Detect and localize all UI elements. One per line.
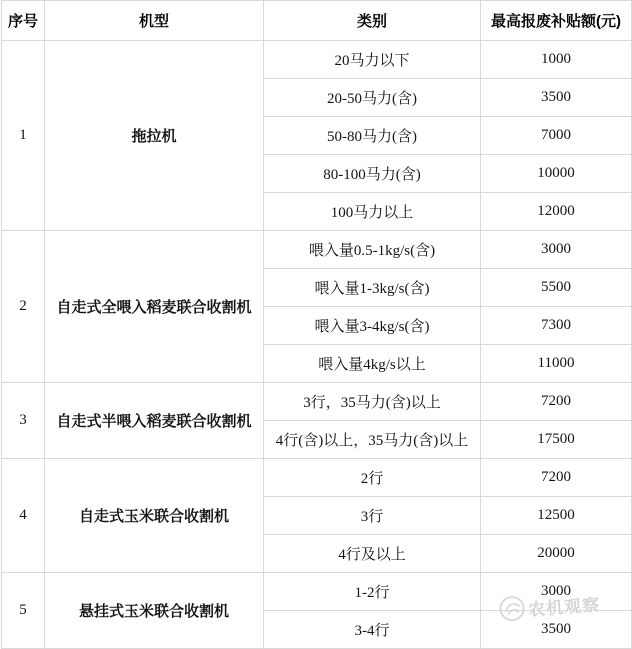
- machine-type: 自走式玉米联合收割机: [45, 459, 264, 573]
- col-header-serial: 序号: [2, 1, 45, 41]
- category-cell: 20马力以下: [264, 41, 481, 79]
- table-row: [2, 459, 632, 497]
- machine-type: 悬挂式玉米联合收割机: [45, 573, 264, 649]
- group-serial: 4: [2, 459, 45, 573]
- amount-cell: 10000: [481, 155, 632, 193]
- category-cell: 3行: [264, 497, 481, 535]
- amount-cell: 7200: [481, 383, 632, 421]
- amount-cell: 3000: [481, 573, 632, 611]
- category-cell: 2行: [264, 459, 481, 497]
- watermark-text: 农机观察: [527, 594, 601, 619]
- header-row: [2, 1, 632, 41]
- category-cell: 喂入量1-3kg/s(含): [264, 269, 481, 307]
- machine-type: 自走式半喂入稻麦联合收割机: [45, 383, 264, 459]
- amount-cell: 12500: [481, 497, 632, 535]
- amount-cell: 5500: [481, 269, 632, 307]
- category-cell: 喂入量0.5-1kg/s(含): [264, 231, 481, 269]
- amount-cell: 11000: [481, 345, 632, 383]
- table-row: [2, 41, 632, 79]
- category-cell: 1-2行: [264, 573, 481, 611]
- col-header-max-subsidy: 最高报废补贴额(元): [481, 1, 632, 41]
- amount-cell: 20000: [481, 535, 632, 573]
- group-serial: 2: [2, 231, 45, 383]
- amount-cell: 12000: [481, 193, 632, 231]
- scrap-subsidy-table: [1, 0, 632, 649]
- col-header-machine-type: 机型: [45, 1, 264, 41]
- amount-cell: 7300: [481, 307, 632, 345]
- category-cell: 50-80马力(含): [264, 117, 481, 155]
- group-serial: 3: [2, 383, 45, 459]
- amount-cell: 3500: [481, 79, 632, 117]
- category-cell: 3行，35马力(含)以上: [264, 383, 481, 421]
- category-cell: 20-50马力(含): [264, 79, 481, 117]
- table-row: [2, 383, 632, 421]
- amount-cell: 1000: [481, 41, 632, 79]
- group-serial: 1: [2, 41, 45, 231]
- machine-type: 自走式全喂入稻麦联合收割机: [45, 231, 264, 383]
- category-cell: 喂入量3-4kg/s(含): [264, 307, 481, 345]
- group-serial: 5: [2, 573, 45, 649]
- amount-cell: 7200: [481, 459, 632, 497]
- table-row: [2, 573, 632, 611]
- col-header-category: 类别: [264, 1, 481, 41]
- machine-type: 拖拉机: [45, 41, 264, 231]
- amount-cell: 3000: [481, 231, 632, 269]
- category-cell: 4行(含)以上，35马力(含)以上: [264, 421, 481, 459]
- category-cell: 3-4行: [264, 611, 481, 649]
- category-cell: 喂入量4kg/s以上: [264, 345, 481, 383]
- category-cell: 80-100马力(含): [264, 155, 481, 193]
- category-cell: 4行及以上: [264, 535, 481, 573]
- amount-cell: 7000: [481, 117, 632, 155]
- amount-cell: 17500: [481, 421, 632, 459]
- table-row: [2, 231, 632, 269]
- category-cell: 100马力以上: [264, 193, 481, 231]
- amount-cell: 3500: [481, 611, 632, 649]
